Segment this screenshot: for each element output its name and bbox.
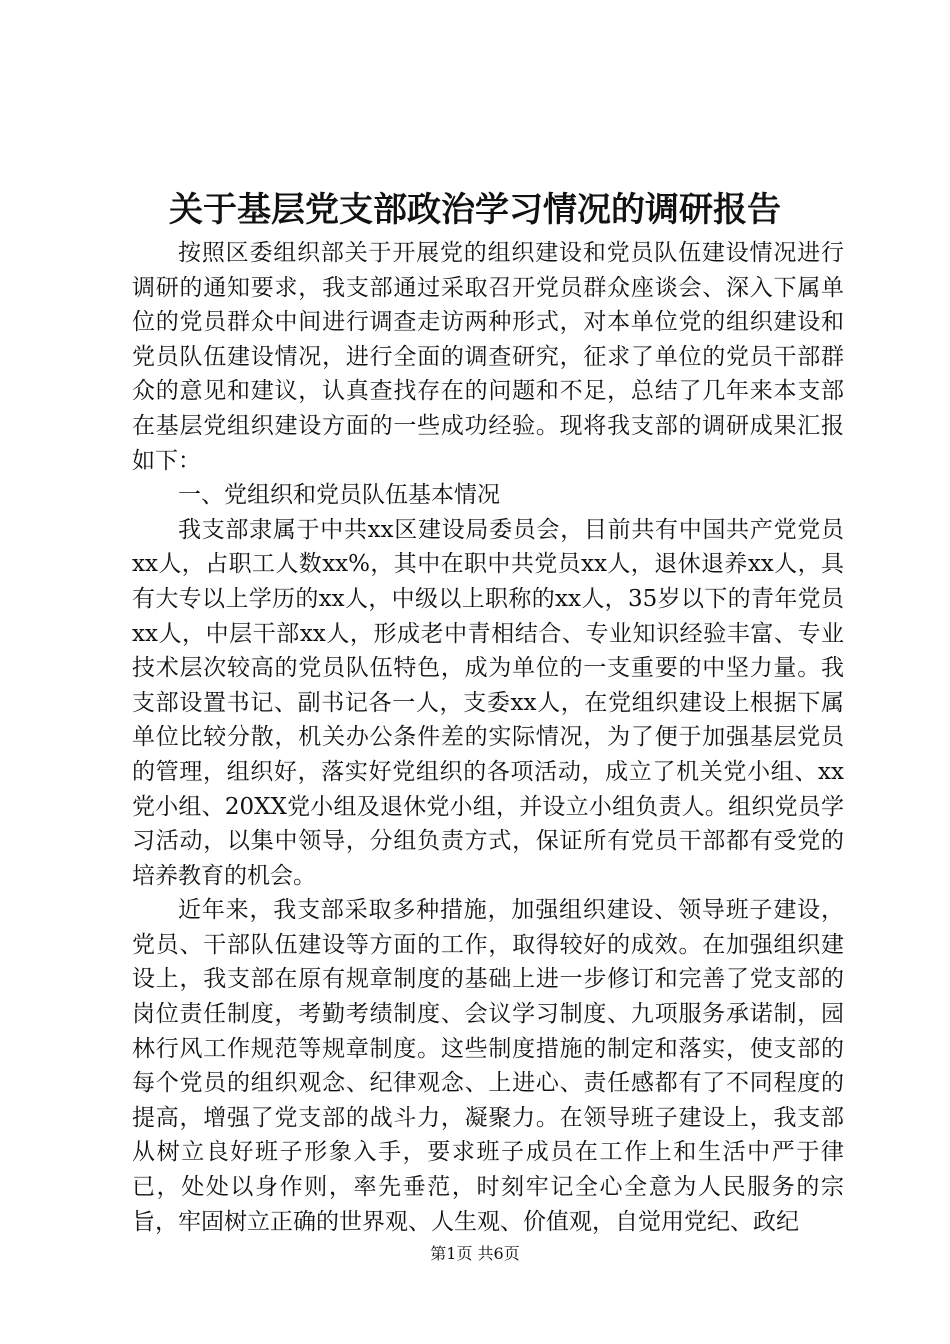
document-body <box>132 236 844 1239</box>
paragraph-recent-work: 近年来，我支部采取多种措施，加强组织建设、领导班子建设，党员、干部队伍建设等方面的工作，取得较好的成效。在加强组织建设上，我支部在原有规章制度的基础上进一步修订和完善了党支部的岗位责任制度，考勤考绩制度、会议学习制度、九项服务承诺制，园林行风工作规范等规章制度。这些制度措施的制定和落实，使支部的每个党员的组织观念、纪律观念、上进心、责任感都有了不同程度的提高，增强了党支部的战斗力，凝聚力。在领导班子建设上，我支部从树立良好班子形象入手，要求班子成员在工作上和生活中严于律已，处处以身作则，率先垂范，时刻牢记全心全意为人民服务的宗旨，牢固树立正确的世界观、人生观、价值观，自觉用党纪、政纪 <box>132 897 844 1235</box>
page-number-footer: 第1页 共6页 <box>430 1244 520 1263</box>
paragraph-basic-situation: 我支部隶属于中共xx区建设局委员会，目前共有中国共产党党员xx人，占职工人数xx%，其中在职中共党员xx人，退休退养xx人，具有大专以上学历的xx人，中级以上职称的xx人，35岁以下的青年党员xx人，中层干部xx人，形成老中青相结合、专业知识经验丰富、专业技术层次较高的党员队伍特色，成为单位的一支重要的中坚力量。我支部设置书记、副书记各一人，支委xx人，在党组织建设上根据下属单位比较分散，机关办公条件差的实际情况，为了便于加强基层党员的管理，组织好，落实好党组织的各项活动，成立了机关党小组、xx党小组、20XX党小组及退休党小组，并设立小组负责人。组织党员学习活动，以集中领导，分组负责方式，保证所有党员干部都有受党的培养教育的机会。 <box>132 516 844 889</box>
section-heading-1: 一、党组织和党员队伍基本情况 <box>178 482 500 509</box>
document-title: 关于基层党支部政治学习情况的调研报告 <box>169 190 781 230</box>
paragraph-intro: 按照区委组织部关于开展党的组织建设和党员队伍建设情况进行调研的通知要求，我支部通过采取召开党员群众座谈会、深入下属单位的党员群众中间进行调查走访两种形式，对本单位党的组织建设和党员队伍建设情况，进行全面的调查研究，征求了单位的党员干部群众的意见和建议，认真查找存在的问题和不足，总结了几年来本支部在基层党组织建设方面的一些成功经验。现将我支部的调研成果汇报如下： <box>132 240 844 474</box>
